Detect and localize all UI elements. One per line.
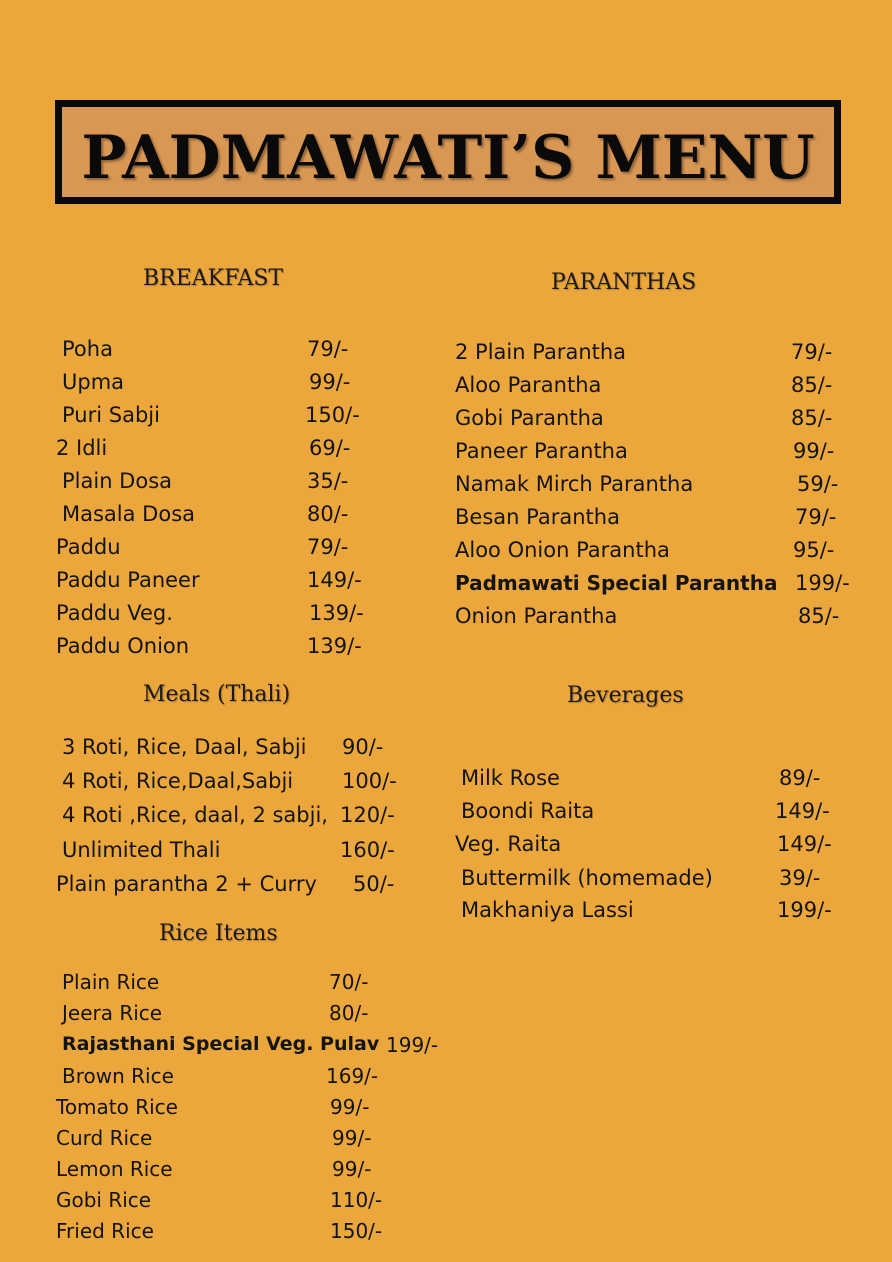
paranthas-heading: PARANTHAS [551, 270, 697, 295]
rice-item-jeera: Jeera Rice [62, 1001, 163, 1025]
parantha-price-aloo: 85/- [791, 373, 833, 397]
parantha-item-2-plain: 2 Plain Parantha [455, 340, 627, 364]
breakfast-item-masala-dosa: Masala Dosa [62, 502, 196, 526]
parantha-item-onion: Onion Parantha [455, 604, 618, 628]
beverage-price-boondi-raita: 149/- [775, 799, 830, 823]
rice-price-fried: 150/- [330, 1219, 383, 1243]
breakfast-item-puri-sabji: Puri Sabji [62, 403, 160, 427]
parantha-price-paneer: 99/- [793, 439, 835, 463]
parantha-item-aloo: Aloo Parantha [455, 373, 602, 397]
meal-price-4-roti-2-sabji: 120/- [340, 803, 395, 827]
parantha-item-gobi: Gobi Parantha [455, 406, 604, 430]
rice-price-gobi: 110/- [330, 1188, 383, 1212]
parantha-price-padmawati-special: 199/- [795, 571, 850, 595]
beverage-price-milk-rose: 89/- [779, 766, 821, 790]
breakfast-price-paddu-paneer: 149/- [307, 568, 362, 592]
breakfast-item-upma: Upma [62, 370, 125, 394]
parantha-item-besan: Besan Parantha [455, 505, 620, 529]
rice-items-heading: Rice Items [159, 921, 278, 946]
beverage-price-makhaniya-lassi: 199/- [777, 898, 832, 922]
meal-price-plain-parantha-curry: 50/- [353, 872, 395, 896]
beverages-heading: Beverages [567, 683, 684, 708]
parantha-price-onion: 85/- [798, 604, 840, 628]
parantha-item-padmawati-special: Padmawati Special Parantha [455, 571, 778, 595]
breakfast-price-idli: 69/- [309, 436, 351, 460]
parantha-price-aloo-onion: 95/- [793, 538, 835, 562]
meals-heading: Meals (Thali) [143, 682, 291, 707]
meal-price-4-roti: 100/- [342, 769, 397, 793]
parantha-item-aloo-onion: Aloo Onion Parantha [455, 538, 670, 562]
meal-item-plain-parantha-curry: Plain parantha 2 + Curry [56, 872, 317, 896]
meal-item-4-roti-2-sabji: 4 Roti ,Rice, daal, 2 sabji, [62, 803, 328, 827]
rice-item-lemon: Lemon Rice [56, 1157, 173, 1181]
rice-price-tomato: 99/- [330, 1095, 370, 1119]
rice-price-brown: 169/- [326, 1064, 379, 1088]
menu-title-box [55, 100, 841, 204]
breakfast-price-poha: 79/- [307, 337, 349, 361]
rice-price-rajasthani-pulav: 199/- [386, 1033, 439, 1057]
beverage-price-veg-raita: 149/- [777, 832, 832, 856]
beverage-price-buttermilk: 39/- [779, 866, 821, 890]
breakfast-price-plain-dosa: 35/- [307, 469, 349, 493]
beverage-item-buttermilk: Buttermilk (homemade) [461, 866, 713, 890]
parantha-price-besan: 79/- [795, 505, 837, 529]
breakfast-price-paddu: 79/- [307, 535, 349, 559]
rice-item-gobi: Gobi Rice [56, 1188, 152, 1212]
rice-price-lemon: 99/- [332, 1157, 372, 1181]
rice-price-plain: 70/- [329, 970, 369, 994]
rice-item-plain: Plain Rice [62, 970, 160, 994]
meal-price-3-roti: 90/- [342, 735, 384, 759]
meal-price-unlimited-thali: 160/- [340, 838, 395, 862]
breakfast-price-masala-dosa: 80/- [307, 502, 349, 526]
rice-item-curd: Curd Rice [56, 1126, 153, 1150]
breakfast-item-paddu-veg: Paddu Veg. [56, 601, 173, 625]
rice-item-tomato: Tomato Rice [56, 1095, 178, 1119]
rice-price-curd: 99/- [332, 1126, 372, 1150]
meal-item-4-roti: 4 Roti, Rice,Daal,Sabji [62, 769, 294, 793]
menu-title: PADMAWATI’S MENU [81, 123, 815, 193]
rice-item-fried: Fried Rice [56, 1219, 154, 1243]
breakfast-item-paddu: Paddu [56, 535, 121, 559]
breakfast-item-paddu-onion: Paddu Onion [56, 634, 190, 658]
breakfast-heading: BREAKFAST [143, 266, 284, 291]
breakfast-price-puri-sabji: 150/- [305, 403, 360, 427]
meal-item-3-roti: 3 Roti, Rice, Daal, Sabji [62, 735, 307, 759]
breakfast-price-paddu-veg: 139/- [309, 601, 364, 625]
parantha-price-gobi: 85/- [791, 406, 833, 430]
breakfast-price-upma: 99/- [309, 370, 351, 394]
beverage-item-makhaniya-lassi: Makhaniya Lassi [461, 898, 634, 922]
parantha-item-namak-mirch: Namak Mirch Parantha [455, 472, 694, 496]
parantha-price-namak-mirch: 59/- [797, 472, 839, 496]
breakfast-price-paddu-onion: 139/- [307, 634, 362, 658]
beverage-item-veg-raita: Veg. Raita [455, 832, 562, 856]
beverage-item-boondi-raita: Boondi Raita [461, 799, 595, 823]
parantha-item-paneer: Paneer Parantha [455, 439, 628, 463]
rice-price-jeera: 80/- [329, 1001, 369, 1025]
breakfast-item-plain-dosa: Plain Dosa [62, 469, 173, 493]
breakfast-item-idli: 2 Idli [56, 436, 108, 460]
parantha-price-2-plain: 79/- [791, 340, 833, 364]
breakfast-item-poha: Poha [62, 337, 113, 361]
meal-item-unlimited-thali: Unlimited Thali [62, 838, 221, 862]
breakfast-item-paddu-paneer: Paddu Paneer [56, 568, 200, 592]
rice-item-rajasthani-pulav: Rajasthani Special Veg. Pulav [62, 1033, 380, 1055]
beverage-item-milk-rose: Milk Rose [461, 766, 560, 790]
rice-item-brown: Brown Rice [62, 1064, 174, 1088]
